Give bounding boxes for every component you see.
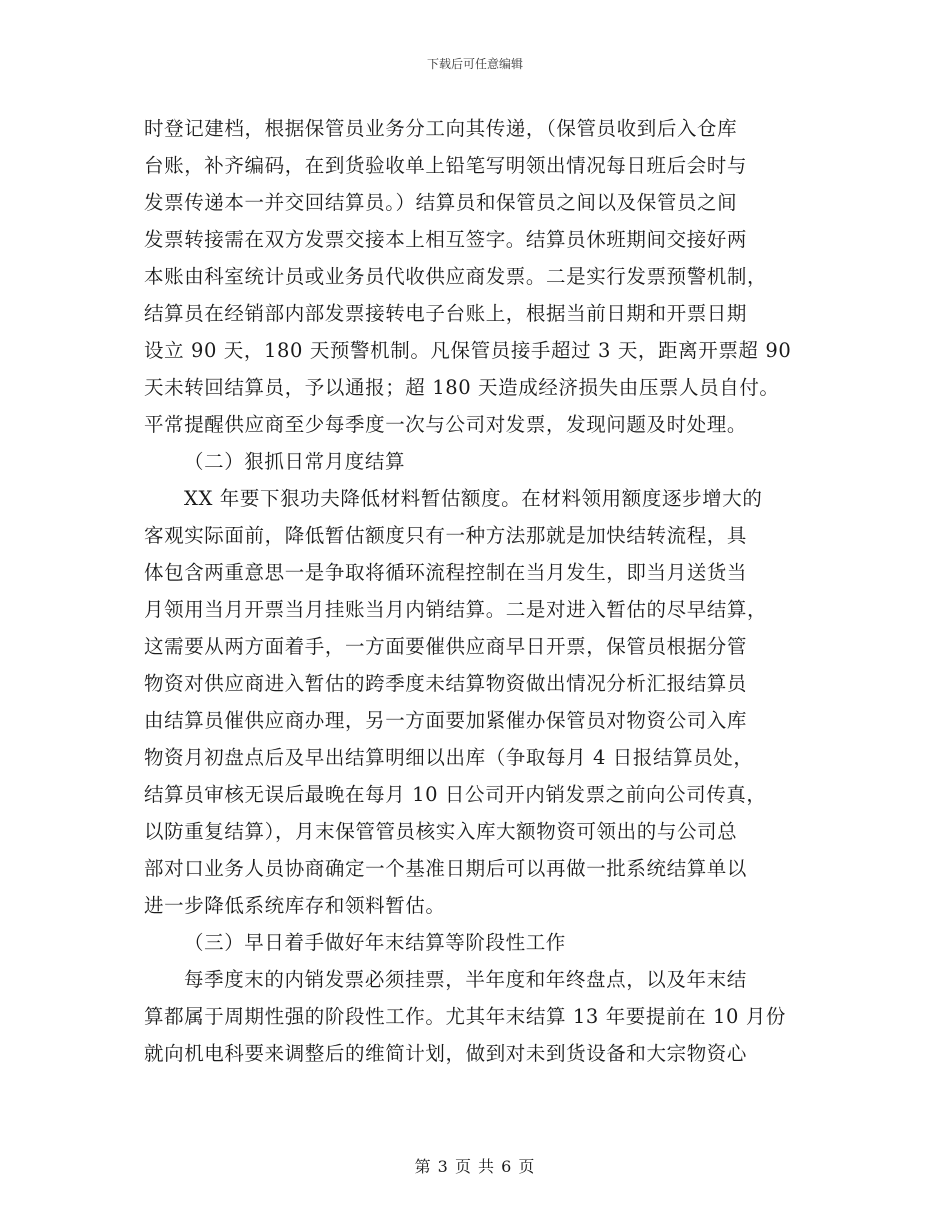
text-line: 由结算员催供应商办理，另一方面要加紧催办保管员对物资公司入库	[144, 709, 748, 732]
text-line: 台账，补齐编码，在到货验收单上铅笔写明领出情况每日班后会时与	[144, 154, 748, 177]
section-heading: （二）狠抓日常月度结算	[184, 450, 406, 473]
text-line: 本账由科室统计员或业务员代收供应商发票。二是实行发票预警机制，	[144, 265, 768, 288]
text-line: 天未转回结算员，予以通报；超 180 天造成经济损失由压票人员自付。	[144, 376, 780, 399]
text-line: 部对口业务人员协商确定一个基准日期后可以再做一批系统结算单以	[144, 857, 748, 880]
page-header: 下载后可任意编辑	[426, 57, 523, 71]
text-line: 月领用当月开票当月挂账当月内销结算。二是对进入暂估的尽早结算，	[144, 598, 768, 621]
text-line: 结算员审核无误后最晚在每月 10 日公司开内销发票之前向公司传真，	[144, 783, 767, 806]
text-line: 就向机电科要来调整后的维简计划，做到对未到货设备和大宗物资心	[144, 1042, 748, 1065]
text-line: 结算员在经销部内部发票接转电子台账上，根据当前日期和开票日期	[144, 302, 748, 325]
text-line: 这需要从两方面着手，一方面要催供应商早日开票，保管员根据分管	[144, 635, 748, 658]
text-line: 算都属于周期性强的阶段性工作。尤其年末结算 13 年要提前在 10 月份	[144, 1005, 787, 1028]
text-line: 物资月初盘点后及早出结算明细以出库（争取每月 4 日报结算员处，	[144, 746, 754, 769]
text-line: 时登记建档，根据保管员业务分工向其传递，（保管员收到后入仓库	[144, 117, 738, 140]
text-line: 每季度末的内销发票必须挂票，半年度和年终盘点，以及年末结	[184, 968, 747, 991]
section-heading: （三）早日着手做好年末结算等阶段性工作	[184, 931, 566, 954]
text-line: 发票转接需在双方发票交接本上相互签字。结算员休班期间交接好两	[144, 228, 748, 251]
text-line: XX 年要下狠功夫降低材料暂估额度。在材料领用额度逐步增大的	[184, 487, 763, 510]
text-line: 进一步降低系统库存和领料暂估。	[144, 894, 446, 917]
text-line: 平常提醒供应商至少每季度一次与公司对发票，发现问题及时处理。	[144, 413, 748, 436]
text-line: 物资对供应商进入暂估的跨季度未结算物资做出情况分析汇报结算员	[144, 672, 748, 695]
document-body	[144, 110, 804, 1072]
text-line: 设立 90 天，180 天预警机制。凡保管员接手超过 3 天，距离开票超 90	[144, 339, 792, 362]
page-footer: 第 3 页 共 6 页	[414, 1157, 536, 1176]
text-line: 客观实际面前，降低暂估额度只有一种方法那就是加快结转流程，具	[144, 524, 748, 547]
text-line: 体包含两重意思一是争取将循环流程控制在当月发生，即当月送货当	[144, 561, 748, 584]
text-line: 以防重复结算），月末保管管员核实入库大额物资可领出的与公司总	[144, 820, 738, 843]
text-line: 发票传递本一并交回结算员。）结算员和保管员之间以及保管员之间	[144, 191, 738, 214]
